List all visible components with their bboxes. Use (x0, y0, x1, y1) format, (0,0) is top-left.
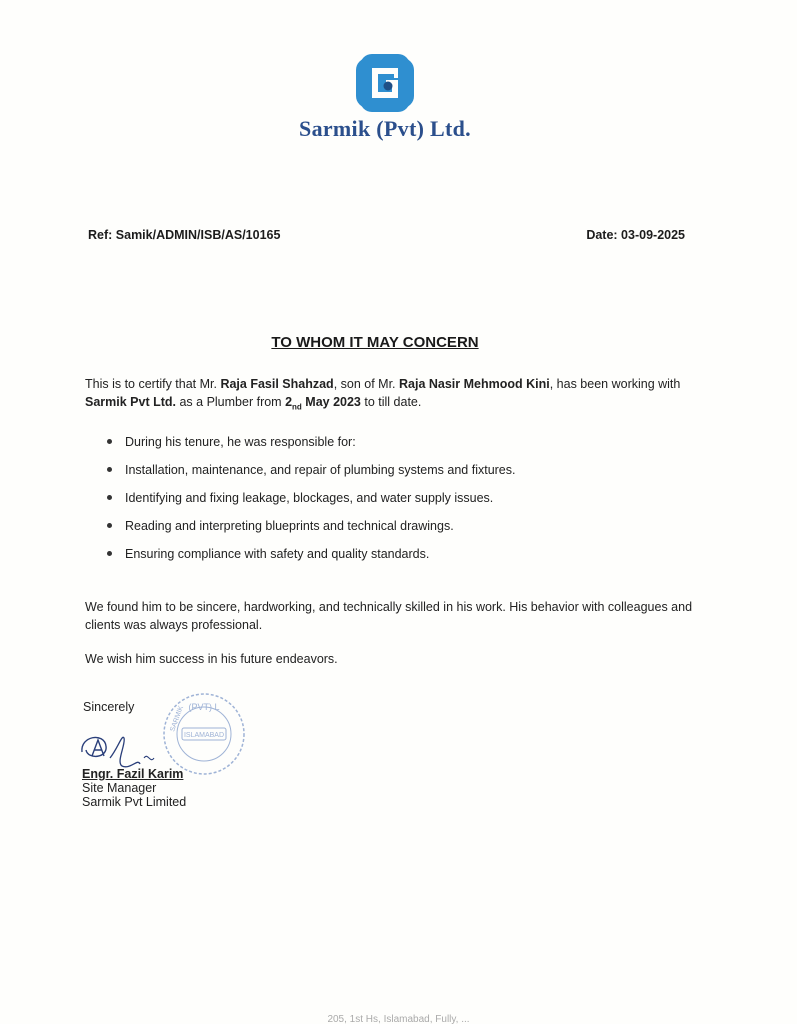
character-paragraph: We found him to be sincere, hardworking, and technically skilled in his work. His behavior with colleagues and clients was always professional. (85, 600, 693, 632)
signer-block (82, 767, 186, 809)
start-date: $2_{nd}$ May 2023 (285, 395, 361, 412)
company-name: Sarmik (Pvt) Ltd. (299, 116, 471, 141)
bullet-icon (107, 523, 112, 528)
list-item: Identifying and fixing leakage, blockages, and water supply issues. (105, 484, 705, 512)
bullet-icon (107, 551, 112, 556)
father-name: Raja Nasir Mehmood Kini (399, 377, 550, 391)
reference-number: Ref: Samik/ADMIN/ISB/AS/10165 (88, 228, 281, 242)
list-item: Reading and interpreting blueprints and technical drawings. (105, 512, 705, 540)
bullet-icon (107, 495, 112, 500)
letter-heading: TO WHOM IT MAY CONCERN (271, 334, 479, 351)
sarmik-logo-icon (352, 50, 418, 116)
list-item: During his tenure, he was responsible for: (105, 428, 705, 456)
letter-date: Date: 03-09-2025 (586, 228, 685, 242)
signer-name: Engr. Fazil Karim (82, 767, 184, 781)
company-stamp-icon (160, 690, 248, 778)
intro-paragraph: This is to certify that Mr. Raja Fasil Shahzad, son of Mr. Raja Nasir Mehmood Kini, has been working with Sarmik Pvt Ltd. as a Plumber from $2_{nd}$ May 2023 to till date. (85, 377, 681, 412)
list-item: Installation, maintenance, and repair of plumbing systems and fixtures. (105, 456, 705, 484)
svg-text:ISLAMABAD: ISLAMABAD (183, 732, 225, 739)
list-item: Ensuring compliance with safety and quality standards. (105, 540, 705, 568)
employee-name: Raja Fasil Shahzad (220, 377, 334, 391)
bullet-icon (107, 439, 112, 444)
footer-address: 205, 1st Hs, Islamabad, Fully, ... (327, 1014, 470, 1024)
signer-company: Sarmik Pvt Limited (82, 795, 187, 809)
bullet-icon (107, 467, 112, 472)
signer-title: Site Manager (82, 781, 157, 795)
wishes-paragraph: We wish him success in his future endeavors. (85, 652, 338, 666)
company-short-name: Sarmik Pvt Ltd. (85, 395, 176, 409)
closing: Sincerely (83, 700, 135, 714)
svg-text:SARMIK: SARMIK (169, 705, 186, 733)
svg-text:(PVT) L: (PVT) L (188, 702, 220, 712)
responsibility-list (105, 428, 705, 568)
